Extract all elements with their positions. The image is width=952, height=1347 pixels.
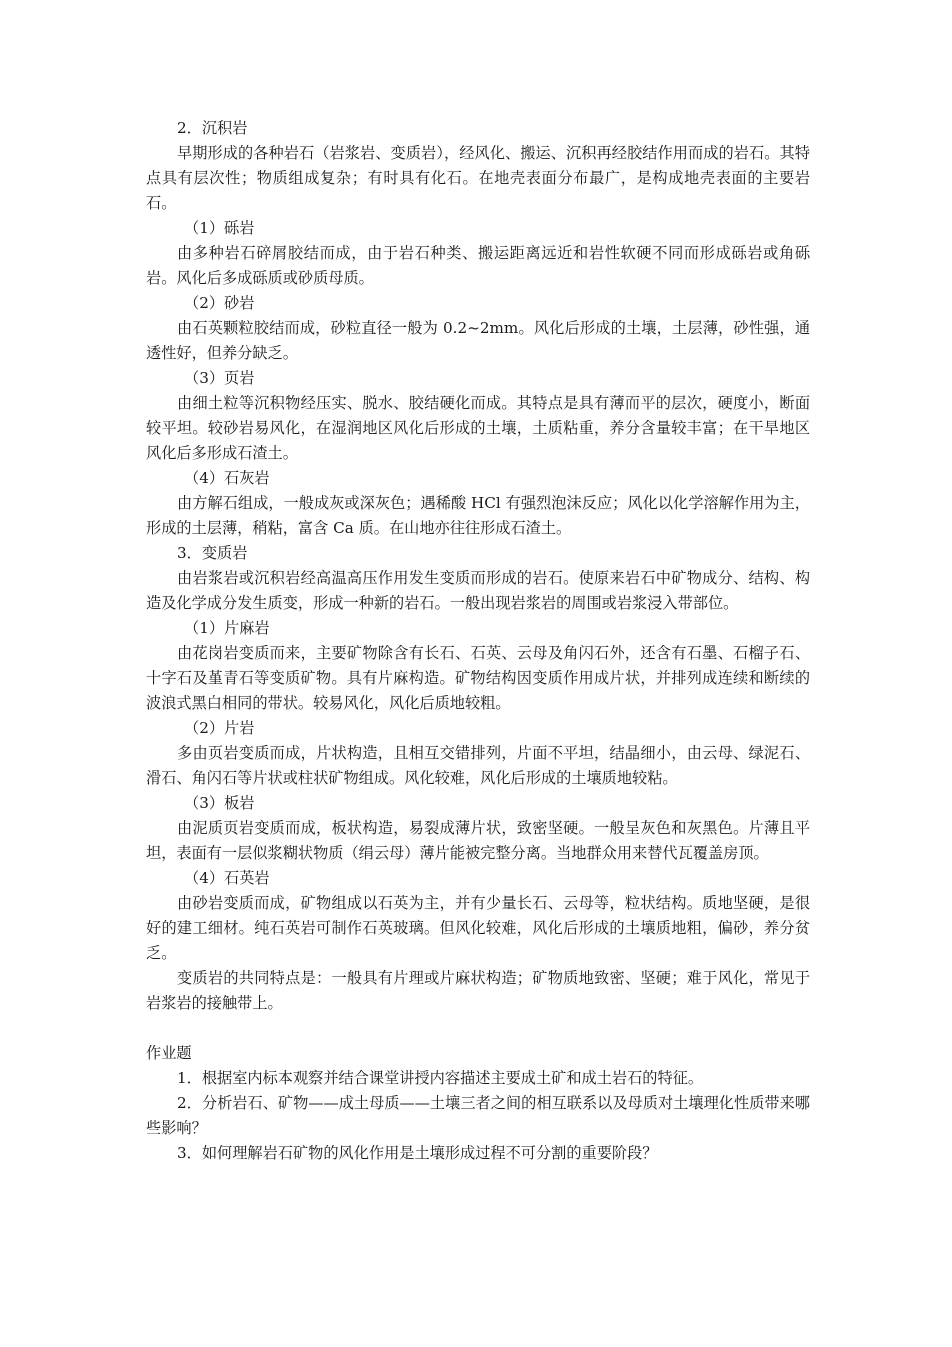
subsection-title-sandstone: （2）砂岩 bbox=[184, 294, 255, 312]
shale-text: 由细土粒等沉积物经压实、脱水、胶结硬化而成。其特点是具有薄而平的层次，硬度小，断面较平坦。较砂岩易风化，在湿润地区风化后形成的土壤，土质粘重，养分含量较丰富；在干旱地区风化后多形成石渣土。 bbox=[146, 394, 810, 462]
schist-text: 多由页岩变质而成，片状构造，且相互交错排列，片面不平坦，结晶细小，由云母、绿泥石、滑石、角闪石等片状或柱状矿物组成。风化较难，风化后形成的土壤质地较粘。 bbox=[146, 744, 810, 787]
homework-question: 3．如何理解岩石矿物的风化作用是土壤形成过程不可分割的重要阶段？ bbox=[177, 1144, 658, 1162]
homework-question: 2．分析岩石、矿物——成土母质——土壤三者之间的相互联系以及母质对土壤理化性质带来哪些影响？ bbox=[146, 1094, 810, 1137]
subsection-title-slate: （3）板岩 bbox=[184, 794, 255, 812]
gneiss-text: 由花岗岩变质而来，主要矿物除含有长石、石英、云母及角闪石外，还含有石墨、石榴子石、十字石及堇青石等变质矿物。具有片麻构造。矿物结构因变质作用成片状，并排列成连续和断续的波浪式黑白相同的带状。较易风化，风化后质地较粗。 bbox=[146, 644, 810, 712]
limestone-text: 由方解石组成，一般成灰或深灰色；遇稀酸 HCl 有强烈泡沫反应；风化以化学溶解作用为主，形成的土层薄，稍粘，富含 Ca 质。在山地亦往往形成石渣土。 bbox=[146, 494, 810, 537]
sedimentary-intro: 早期形成的各种岩石（岩浆岩、变质岩），经风化、搬运、沉积再经胶结作用而成的岩石。其特点具有层次性；物质组成复杂；有时具有化石。在地壳表面分布最广，是构成地壳表面的主要岩石。 bbox=[146, 144, 810, 212]
section-heading-metamorphic: 3．变质岩 bbox=[177, 544, 248, 562]
subsection-title-shale: （3）页岩 bbox=[184, 369, 255, 387]
subsection-title-limestone: （4）石灰岩 bbox=[184, 469, 270, 487]
conglomerate-text: 由多种岩石碎屑胶结而成，由于岩石种类、搬运距离远近和岩性软硬不同而形成砾岩或角砾岩。风化后多成砾质或砂质母质。 bbox=[146, 244, 810, 287]
subsection-title-quartzite: （4）石英岩 bbox=[184, 869, 270, 887]
subsection-title-gneiss: （1）片麻岩 bbox=[184, 619, 270, 637]
metamorphic-intro: 由岩浆岩或沉积岩经高温高压作用发生变质而形成的岩石。使原来岩石中矿物成分、结构、构造及化学成分发生质变，形成一种新的岩石。一般出现岩浆岩的周围或岩浆浸入带部位。 bbox=[146, 569, 810, 612]
subsection-title-conglomerate: （1）砾岩 bbox=[184, 219, 255, 237]
homework-question: 1．根据室内标本观察并结合课堂讲授内容描述主要成土矿和成土岩石的特征。 bbox=[177, 1069, 704, 1087]
slate-text: 由泥质页岩变质而成，板状构造，易裂成薄片状，致密坚硬。一般呈灰色和灰黑色。片薄且平坦，表面有一层似浆糊状物质（绢云母）薄片能被完整分离。当地群众用来替代瓦覆盖房顶。 bbox=[146, 819, 810, 862]
subsection-title-schist: （2）片岩 bbox=[184, 719, 255, 737]
quartzite-text: 由砂岩变质而成，矿物组成以石英为主，并有少量长石、云母等，粒状结构。质地坚硬，是很好的建工细材。纯石英岩可制作石英玻璃。但风化较难，风化后形成的土壤质地粗，偏砂，养分贫乏。 bbox=[146, 894, 810, 962]
metamorphic-summary: 变质岩的共同特点是：一般具有片理或片麻状构造；矿物质地致密、坚硬；难于风化，常见于岩浆岩的接触带上。 bbox=[146, 969, 810, 1012]
document-page bbox=[146, 116, 810, 1166]
section-heading-sedimentary: 2．沉积岩 bbox=[177, 119, 248, 137]
paragraph-gap bbox=[146, 1016, 810, 1041]
sandstone-text: 由石英颗粒胶结而成，砂粒直径一般为 0.2~2mm。风化后形成的土壤，土层薄，砂性强，通透性好，但养分缺乏。 bbox=[146, 319, 810, 362]
homework-heading: 作业题 bbox=[146, 1044, 192, 1062]
